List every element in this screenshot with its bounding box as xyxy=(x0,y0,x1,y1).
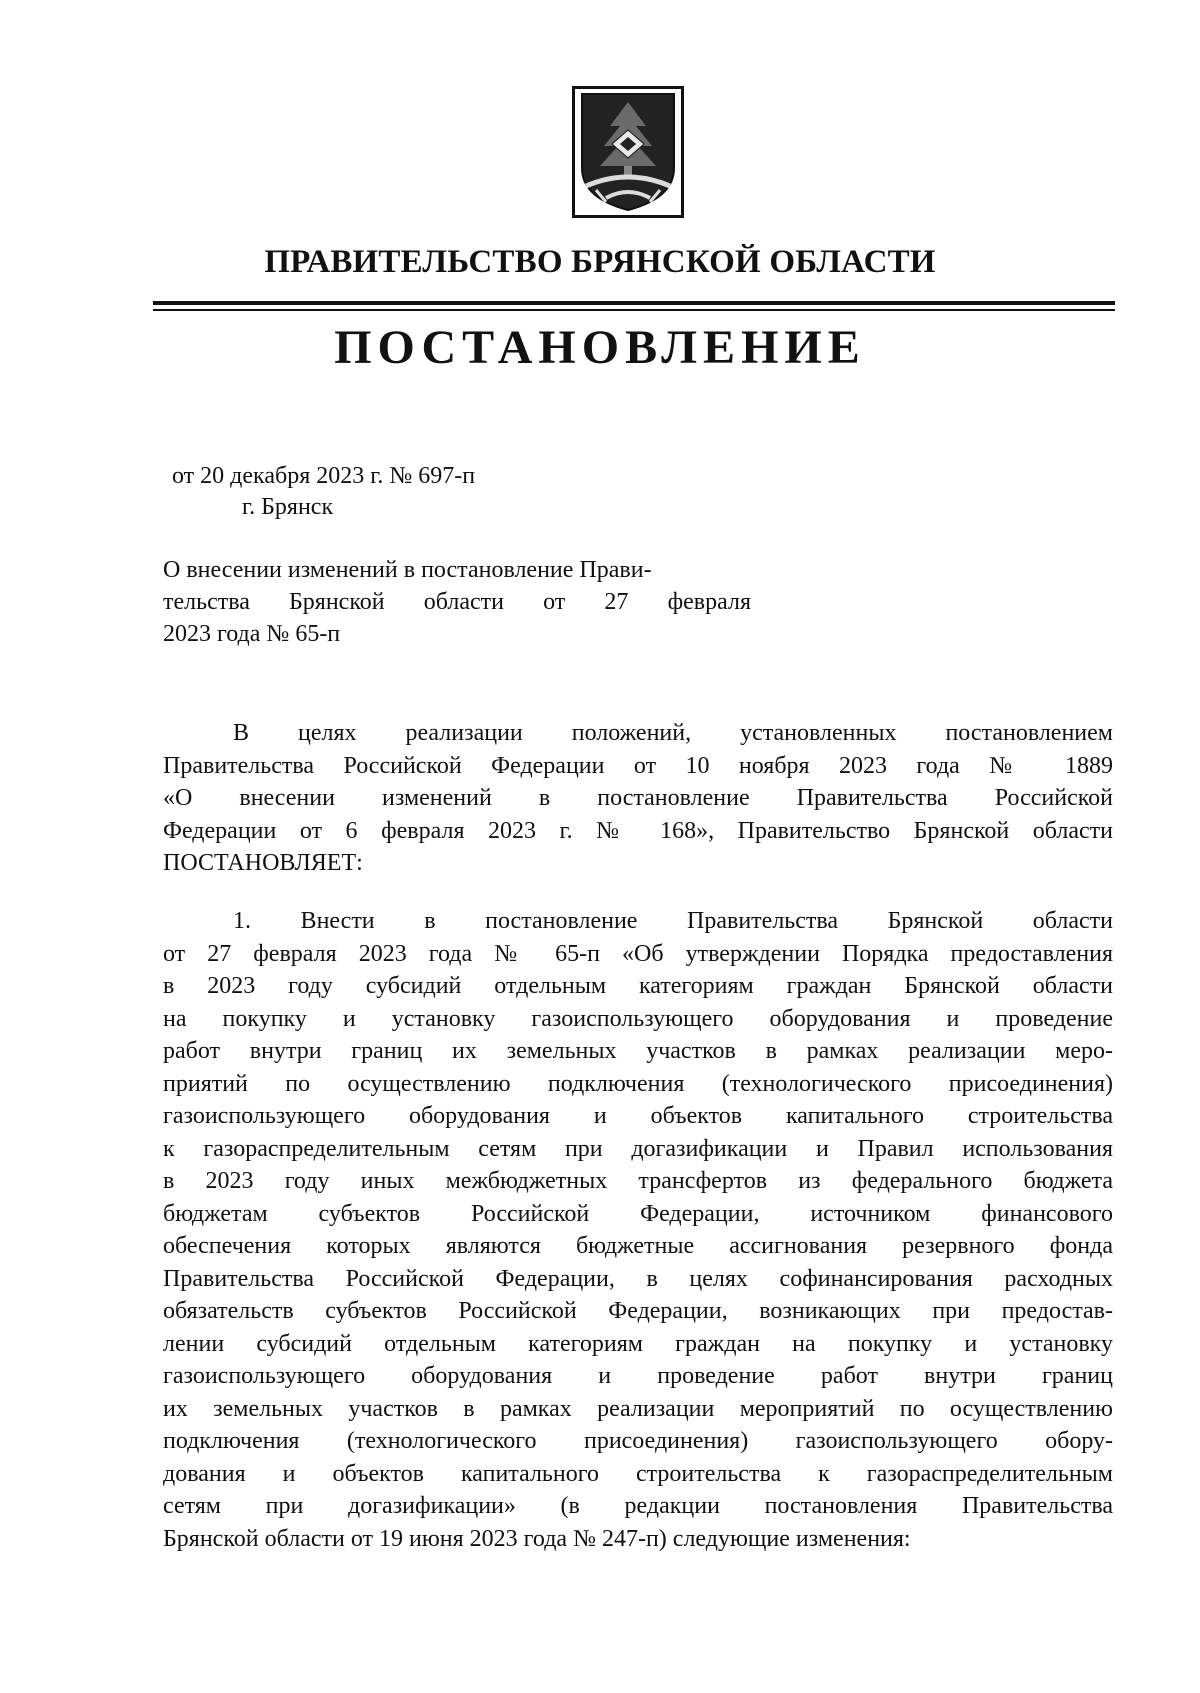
item-1-line: обеспечения которых являются бюджетные ассигнования резервного фонда xyxy=(163,1233,1113,1259)
document-type-title: ПОСТАНОВЛЕНИЕ xyxy=(334,321,866,374)
government-title: ПРАВИТЕЛЬСТВО БРЯНСКОЙ ОБЛАСТИ xyxy=(264,244,936,280)
item-1-line: Брянской области от 19 июня 2023 года № 247-п) следующие изменения: xyxy=(163,1525,911,1552)
preamble-line: В целях реализации положений, установленных постановлением xyxy=(233,720,1113,746)
header-rule-thick xyxy=(153,301,1115,305)
preamble-line: Федерации от 6 февраля 2023 г. № 168», Правительство Брянской области xyxy=(163,817,1113,844)
item-1-paragraph xyxy=(163,905,1113,1555)
coat-of-arms-emblem xyxy=(572,86,684,218)
item-1-line: Правительства Российской Федерации, в целях софинансирования расходных xyxy=(163,1265,1113,1292)
item-1-line: приятий по осуществлению подключения (технологического присоединения) xyxy=(163,1070,1113,1097)
item-1-line: от 27 февраля 2023 года № 65-п «Об утверждении Порядка предоставления xyxy=(163,940,1113,967)
preamble-paragraph xyxy=(163,717,1113,880)
header-rule-thin xyxy=(153,309,1115,311)
item-1-line: бюджетам субъектов Российской Федерации, источником финансового xyxy=(163,1200,1113,1227)
document-city: г. Брянск xyxy=(242,494,334,520)
preamble-line: ПОСТАНОВЛЯЕТ: xyxy=(163,850,363,876)
item-1-line: в 2023 году субсидий отдельным категориям граждан Брянской области xyxy=(163,973,1113,999)
item-1-line: работ внутри границ их земельных участков в рамках реализации меро- xyxy=(163,1038,1113,1064)
item-1-line: дования и объектов капитального строительства к газораспределительным xyxy=(163,1460,1113,1487)
document-date-number: от 20 декабря 2023 г. № 697-п xyxy=(172,463,476,489)
document-subject xyxy=(163,554,751,650)
item-1-line: лении субсидий отдельным категориям граждан на покупку и установку xyxy=(163,1330,1113,1357)
item-1-line: их земельных участков в рамках реализации мероприятий по осуществлению xyxy=(163,1395,1113,1422)
subject-line: тельства Брянской области от 27 февраля xyxy=(163,589,751,615)
item-1-line: газоиспользующего оборудования и проведение работ внутри границ xyxy=(163,1363,1113,1389)
preamble-line: Правительства Российской Федерации от 10 ноября 2023 года № 1889 xyxy=(163,752,1113,779)
item-1-line: газоиспользующего оборудования и объектов капитального строительства xyxy=(163,1103,1113,1129)
item-1-line: сетям при догазификации» (в редакции постановления Правительства xyxy=(163,1493,1113,1519)
item-1-line: обязательств субъектов Российской Федерации, возникающих при предостав- xyxy=(163,1298,1113,1324)
item-1-line: на покупку и установку газоиспользующего оборудования и проведение xyxy=(163,1005,1113,1032)
subject-line: О внесении изменений в постановление Прави- xyxy=(163,557,652,583)
item-1-line: 1. Внести в постановление Правительства Брянской области xyxy=(233,908,1113,934)
preamble-line: «О внесении изменений в постановление Правительства Российской xyxy=(163,785,1113,811)
subject-line: 2023 года № 65-п xyxy=(163,621,341,647)
item-1-line: к газораспределительным сетям при догазификации и Правил использования xyxy=(163,1135,1113,1162)
item-1-line: подключения (технологического присоединения) газоиспользующего обору- xyxy=(163,1428,1113,1454)
item-1-line: в 2023 году иных межбюджетных трансфертов из федерального бюджета xyxy=(163,1168,1113,1194)
